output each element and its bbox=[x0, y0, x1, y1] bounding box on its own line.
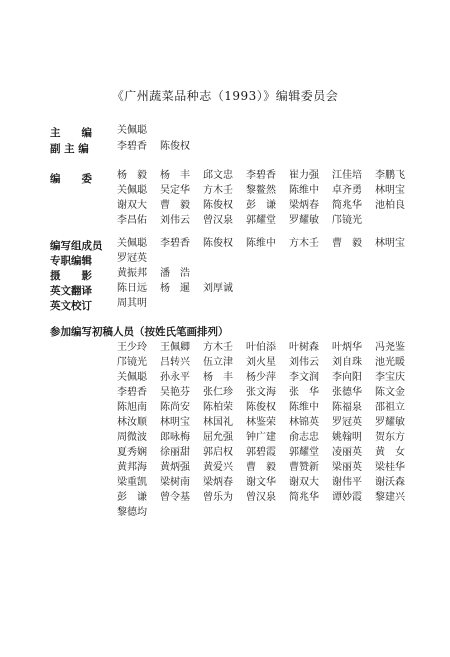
name-row bbox=[117, 370, 418, 385]
person-name: 李宝庆 bbox=[375, 372, 405, 383]
draft-writers-names bbox=[117, 340, 418, 520]
person-name: 钟广建 bbox=[246, 432, 276, 443]
person-name: 梁炳春 bbox=[289, 200, 319, 211]
person-name: 邝镜光 bbox=[332, 215, 362, 226]
chief-editor-label: 主 编 bbox=[50, 127, 92, 139]
person-name: 曹 毅 bbox=[160, 200, 190, 211]
person-name: 郭耀堂 bbox=[246, 215, 276, 226]
person-name: 陈俊权 bbox=[246, 402, 276, 413]
name-row bbox=[117, 355, 418, 370]
deputy-editor-label: 副 主 编 bbox=[50, 143, 89, 155]
name-row bbox=[117, 198, 418, 213]
person-name: 王佩卿 bbox=[160, 342, 190, 353]
person-name: 伍立津 bbox=[203, 357, 233, 368]
person-name: 孙永平 bbox=[160, 372, 190, 383]
editing-team-names bbox=[117, 236, 418, 251]
person-name: 邝镜光 bbox=[117, 357, 147, 368]
person-name: 叶树森 bbox=[289, 342, 319, 353]
person-name: 黎建兴 bbox=[375, 492, 405, 503]
person-name: 陈文金 bbox=[375, 387, 405, 398]
name-row bbox=[117, 213, 418, 228]
person-name: 方木壬 bbox=[203, 185, 233, 196]
name-row bbox=[117, 415, 418, 430]
person-name: 黄炳强 bbox=[160, 462, 190, 473]
person-name: 罗耀敏 bbox=[289, 215, 319, 226]
person-name: 李碧香 bbox=[117, 141, 147, 152]
person-name: 梁丽英 bbox=[332, 462, 362, 473]
special-editor-names bbox=[117, 251, 160, 266]
person-name: 吴定华 bbox=[160, 185, 190, 196]
chief-editor-names bbox=[117, 123, 160, 138]
person-name: 梁树南 bbox=[160, 477, 190, 488]
person-name: 曹赞新 bbox=[289, 462, 319, 473]
name-row bbox=[117, 400, 418, 415]
editorial-board-label: 编 委 bbox=[50, 173, 92, 185]
person-name: 杨 暹 bbox=[160, 283, 190, 294]
person-name: 黄 女 bbox=[375, 447, 405, 458]
person-name: 罗耀敏 bbox=[375, 417, 405, 428]
person-name: 林锦英 bbox=[289, 417, 319, 428]
person-name: 黎鳌然 bbox=[246, 185, 276, 196]
person-name: 彭 谦 bbox=[246, 200, 276, 211]
person-name: 黎德均 bbox=[117, 507, 147, 518]
person-name: 姚翰明 bbox=[332, 432, 362, 443]
name-row bbox=[117, 385, 418, 400]
person-name: 李昌佑 bbox=[117, 215, 147, 226]
person-name: 谢伟平 bbox=[332, 477, 362, 488]
person-name: 曾汉泉 bbox=[203, 215, 233, 226]
person-name: 梁桂华 bbox=[375, 462, 405, 473]
person-name: 李文润 bbox=[289, 372, 319, 383]
person-name: 崔力强 bbox=[289, 170, 319, 181]
person-name: 谢双大 bbox=[289, 477, 319, 488]
person-name: 梁炳春 bbox=[203, 477, 233, 488]
deputy-editor-names bbox=[117, 139, 203, 154]
person-name: 夏秀娴 bbox=[117, 447, 147, 458]
english-translation-names bbox=[117, 281, 246, 296]
person-name: 叶炳华 bbox=[332, 342, 362, 353]
person-name: 杨 丰 bbox=[203, 372, 233, 383]
person-name: 屈允强 bbox=[203, 432, 233, 443]
person-name: 简兆华 bbox=[332, 200, 362, 211]
person-name: 陈维中 bbox=[289, 185, 319, 196]
person-name: 方木壬 bbox=[289, 238, 319, 249]
person-name: 曾乐为 bbox=[203, 492, 233, 503]
person-name: 关佩聪 bbox=[117, 185, 147, 196]
person-name: 刘伟云 bbox=[289, 357, 319, 368]
person-name: 黄振邦 bbox=[117, 268, 147, 279]
person-name: 刘火星 bbox=[246, 357, 276, 368]
person-name: 吕转兴 bbox=[160, 357, 190, 368]
person-name: 郭碧霞 bbox=[246, 447, 276, 458]
person-name: 谭妙霞 bbox=[332, 492, 362, 503]
person-name: 潘 浩 bbox=[160, 268, 190, 279]
person-name: 江佳培 bbox=[332, 170, 362, 181]
person-name: 谢沃森 bbox=[375, 477, 405, 488]
person-name: 简兆华 bbox=[289, 492, 319, 503]
person-name: 林明宝 bbox=[375, 185, 405, 196]
person-name: 张仁珍 bbox=[203, 387, 233, 398]
person-name: 池柏良 bbox=[375, 200, 405, 211]
person-name: 陈柏荣 bbox=[203, 402, 233, 413]
editorial-board-names bbox=[117, 168, 418, 228]
editing-team-label: 编写组成员 bbox=[50, 240, 103, 252]
name-row bbox=[117, 505, 418, 520]
person-name: 林明宝 bbox=[375, 238, 405, 249]
english-proofreading-names bbox=[117, 296, 160, 311]
person-name: 郎咏梅 bbox=[160, 432, 190, 443]
person-name: 杨少萍 bbox=[246, 372, 276, 383]
person-name: 杨 丰 bbox=[160, 170, 190, 181]
person-name: 张文海 bbox=[246, 387, 276, 398]
page-title: 《广州蔬菜品种志（1993）》编辑委员会 bbox=[111, 89, 339, 103]
person-name: 黄邦海 bbox=[117, 462, 147, 473]
person-name: 李碧香 bbox=[246, 170, 276, 181]
person-name: 周其明 bbox=[117, 298, 147, 309]
photography-names bbox=[117, 266, 203, 281]
person-name: 曹 毅 bbox=[246, 462, 276, 473]
person-name: 陈尚安 bbox=[160, 402, 190, 413]
person-name: 王少玲 bbox=[117, 342, 147, 353]
name-row bbox=[117, 340, 418, 355]
person-name: 林鉴荣 bbox=[246, 417, 276, 428]
photography-label: 摄 影 bbox=[50, 270, 92, 282]
person-name: 郭耀堂 bbox=[289, 447, 319, 458]
person-name: 张 华 bbox=[289, 387, 319, 398]
draft-writers-label: 参加编写初稿人员（按姓氏笔画排列） bbox=[50, 326, 229, 338]
person-name: 邱文忠 bbox=[203, 170, 233, 181]
person-name: 李碧香 bbox=[117, 387, 147, 398]
person-name: 陈旭南 bbox=[117, 402, 147, 413]
person-name: 梁重凯 bbox=[117, 477, 147, 488]
person-name: 谢文华 bbox=[246, 477, 276, 488]
person-name: 贺东方 bbox=[375, 432, 405, 443]
person-name: 周微波 bbox=[117, 432, 147, 443]
person-name: 曾汉泉 bbox=[246, 492, 276, 503]
person-name: 林明宝 bbox=[160, 417, 190, 428]
person-name: 关佩聪 bbox=[117, 125, 147, 136]
person-name: 林汝顺 bbox=[117, 417, 147, 428]
person-name: 邵祖立 bbox=[375, 402, 405, 413]
name-row bbox=[117, 475, 418, 490]
person-name: 关佩聪 bbox=[117, 372, 147, 383]
person-name: 彭 谦 bbox=[117, 492, 147, 503]
name-row bbox=[117, 460, 418, 475]
person-name: 卓齐勇 bbox=[332, 185, 362, 196]
name-row bbox=[117, 445, 418, 460]
special-editor-label: 专职编辑 bbox=[50, 255, 92, 267]
person-name: 冯尧鉴 bbox=[375, 342, 405, 353]
person-name: 罗冠英 bbox=[117, 253, 147, 264]
person-name: 俞志忠 bbox=[289, 432, 319, 443]
person-name: 池光暖 bbox=[375, 357, 405, 368]
person-name: 张德华 bbox=[332, 387, 362, 398]
person-name: 陈维中 bbox=[289, 402, 319, 413]
name-row bbox=[117, 168, 418, 183]
english-proofreading-label: 英文校订 bbox=[50, 300, 92, 312]
person-name: 郭启权 bbox=[203, 447, 233, 458]
person-name: 杨 毅 bbox=[117, 170, 147, 181]
person-name: 谢双大 bbox=[117, 200, 147, 211]
person-name: 陈福泉 bbox=[332, 402, 362, 413]
person-name: 陈俊权 bbox=[203, 238, 233, 249]
person-name: 方木壬 bbox=[203, 342, 233, 353]
person-name: 徐丽甜 bbox=[160, 447, 190, 458]
person-name: 陈维中 bbox=[246, 238, 276, 249]
person-name: 凌丽英 bbox=[332, 447, 362, 458]
person-name: 李向阳 bbox=[332, 372, 362, 383]
person-name: 陈俊权 bbox=[203, 200, 233, 211]
person-name: 刘伟云 bbox=[160, 215, 190, 226]
person-name: 曹 毅 bbox=[332, 238, 362, 249]
name-row bbox=[117, 430, 418, 445]
person-name: 刘自珠 bbox=[332, 357, 362, 368]
person-name: 罗冠英 bbox=[332, 417, 362, 428]
person-name: 陈日远 bbox=[117, 283, 147, 294]
person-name: 吴艳芬 bbox=[160, 387, 190, 398]
person-name: 李鹏飞 bbox=[375, 170, 405, 181]
person-name: 黄爱兴 bbox=[203, 462, 233, 473]
name-row bbox=[117, 490, 418, 505]
person-name: 关佩聪 bbox=[117, 238, 147, 249]
person-name: 刘厚诚 bbox=[203, 283, 233, 294]
person-name: 叶伯添 bbox=[246, 342, 276, 353]
person-name: 陈俊权 bbox=[160, 141, 190, 152]
person-name: 林国礼 bbox=[203, 417, 233, 428]
name-row bbox=[117, 183, 418, 198]
person-name: 李碧香 bbox=[160, 238, 190, 249]
english-translation-label: 英文翻译 bbox=[50, 285, 92, 297]
person-name: 曾令基 bbox=[160, 492, 190, 503]
